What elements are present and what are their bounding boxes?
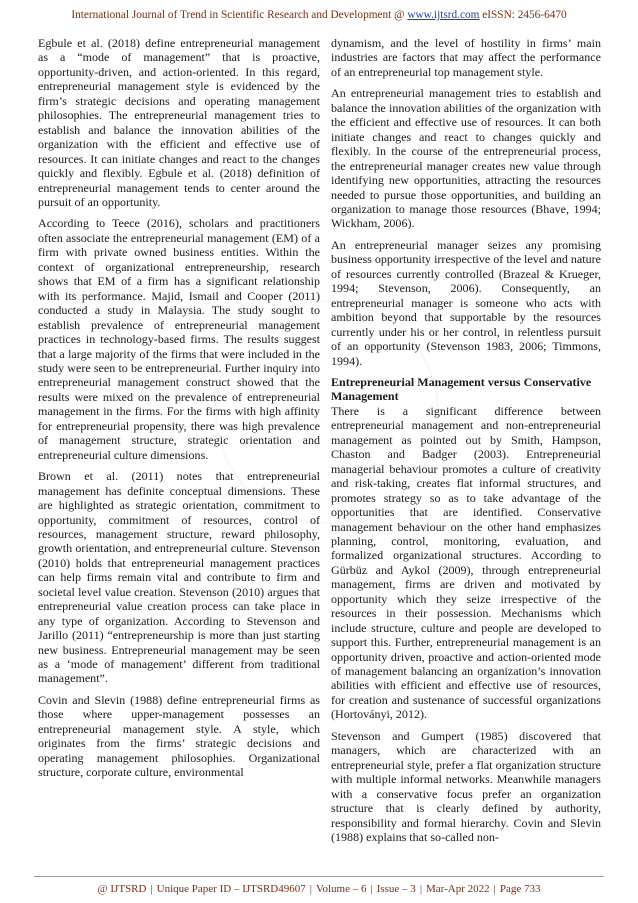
right-text-column [331, 36, 601, 851]
running-header [0, 9, 638, 21]
paragraph: An entrepreneurial management tries to establish and balance the innovation abilities of the organization with the efficient and effective use of resources. It can both initiate changes and react to changes quickly and flexibly. In the course of the entrepreneurial process, the entrepreneurial manager creates new value through identifying new opportunities, attracting the resources needed to pursue those opportunities, and building an organization to manage those resources (Bhave, 1994; Wickham, 2006). [331, 86, 601, 231]
paragraph: Egbule et al. (2018) define entrepreneurial management as a “mode of management” that is proactive, opportunity-driven, and action-oriented. In this regard, entrepreneurial management style is evidenced by the firm’s strategic decisions and operating management philosophies. The entrepreneurial management tries to establish and balance the innovation abilities of the organization with the efficient and effective use of resources. It can initiate changes and react to the changes quickly and flexibly. Egbule et al. (2018) definition of entrepreneurial management tends to center around the pursuit of an opportunity. [38, 36, 320, 209]
section-heading: Entrepreneurial Management versus Conservative Management [331, 374, 592, 404]
footer-volume: Volume – 6 [315, 883, 367, 895]
header-issn: eISSN: 2456-6470 [479, 9, 567, 21]
left-text-column [38, 36, 320, 787]
paragraph: Stevenson and Gumpert (1985) discovered that managers, which are characterized with an entrepreneurial style, prefer a flat organization structure with multiple informal networks. Meanwhile managers with a conservative focus prefer an organization structure that is clearly defined by authority, responsibility and formal hierarchy. Covin and Slevin (1988) explains that so-called non- [331, 728, 601, 845]
paragraph: An entrepreneurial manager seizes any promising business opportunity irrespective of the level and nature of resources currently controlled (Brazeal & Krueger, 1994; Stevenson, 2006). Consequently, an entrepreneurial manager is someone who acts with ambition beyond that supportable by the resources currently under his or her control, in relentless pursuit of an opportunity (Stevenson 1983, 2006; Timmons, 1994). [331, 237, 601, 368]
footer-date: Mar-Apr 2022 [426, 883, 490, 895]
paragraph: Brown et al. (2011) notes that entrepreneurial management has definite conceptual dimensions. These are highlighted as strategic orientation, commitment to opportunity, commitment of resources, control of resources, management structure, reward philosophy, growth orientation, and entrepreneurial culture. Stevenson (2010) holds that entrepreneurial management practices can help firms remain vital and contribute to firm and societal level value creation. Stevenson (2010) argues that entrepreneurial value creation process can take place in any type of organization. According to Stevenson and Jarillo (2011) “entrepreneurship is more than just starting new business. Entrepreneurial management may be seen as a ‘mode of management’ different from traditional management”. [38, 469, 320, 686]
header-journal-link[interactable]: www.ijtsrd.com [407, 9, 480, 21]
footer-journal: @ IJTSRD [97, 883, 147, 895]
running-footer: @ IJTSRD | Unique Paper ID – IJTSRD49607 | Volume – 6 | Issue – 3 | Mar-Apr 2022 | Page 733 [97, 883, 541, 895]
header-journal-title: International Journal of Trend in Scientific Research and Development @ [71, 9, 408, 21]
paragraph: Covin and Slevin (1988) define entrepreneurial firms as those where upper-management possesses an entrepreneurial management style. A style, which originates from the firms’ strategic decisions and operating management philosophies. Organizational structure, corporate culture, environmental [38, 692, 320, 780]
paragraph: dynamism, and the level of hostility in firms’ main industries are factors that may affect the performance of an entrepreneurial top management style. [331, 36, 601, 79]
footer-page-number: Page 733 [499, 883, 541, 895]
footer-divider [34, 876, 604, 877]
paragraph: According to Teece (2016), scholars and practitioners often associate the entrepreneurial management (EM) of a firm with private owned business entities. Within the context of organizational entrepreneurship, research shows that EM of a firm has a significant relationship with its performance. Majid, Ismail and Cooper (2011) conducted a study in Malaysia. The study sought to establish prevalence of entrepreneurial management practices in technology-based firms. The results suggest that a large majority of the firms that were included in the study were seen to be entrepreneurial. Further inquiry into entrepreneurial management construct showed that the results were mixed on the prevalence of entrepreneurial management in the firms. For the firms with high affinity for entrepreneurial propensity, there was high prevalence of management structure, strategic orientation and entrepreneurial culture dimensions. [38, 216, 320, 462]
paragraph: There is a significant difference between entrepreneurial management and non-entrepreneurial management as pointed out by Smith, Hampson, Chaston and Badger (2003). Entrepreneurial managerial behaviour promotes a culture of creativity and risk-taking, creates flat informal structures, and promotes strategy so as to take advantage of the opportunities that are identified. Conservative management behaviour on the other hand emphasizes planning, control, monitoring, evaluation, and formalized organizational structures. According to Gürbüz and Aykol (2009), through entrepreneurial management, firms are driven and motivated by opportunity which they seize irrespective of the resources in their possession. Mechanisms which include structure, culture and people are developed to support this. Further, entrepreneurial management is an opportunity driven, proactive and action-oriented mode of management balancing an organization’s innovation abilities with efficient and effective use of resources, for creation and sustenance of successful organizations (Hortoványi, 2012). [331, 403, 601, 722]
footer-paper-id: Unique Paper ID – IJTSRD49607 [156, 883, 306, 895]
footer-issue: Issue – 3 [376, 883, 416, 895]
